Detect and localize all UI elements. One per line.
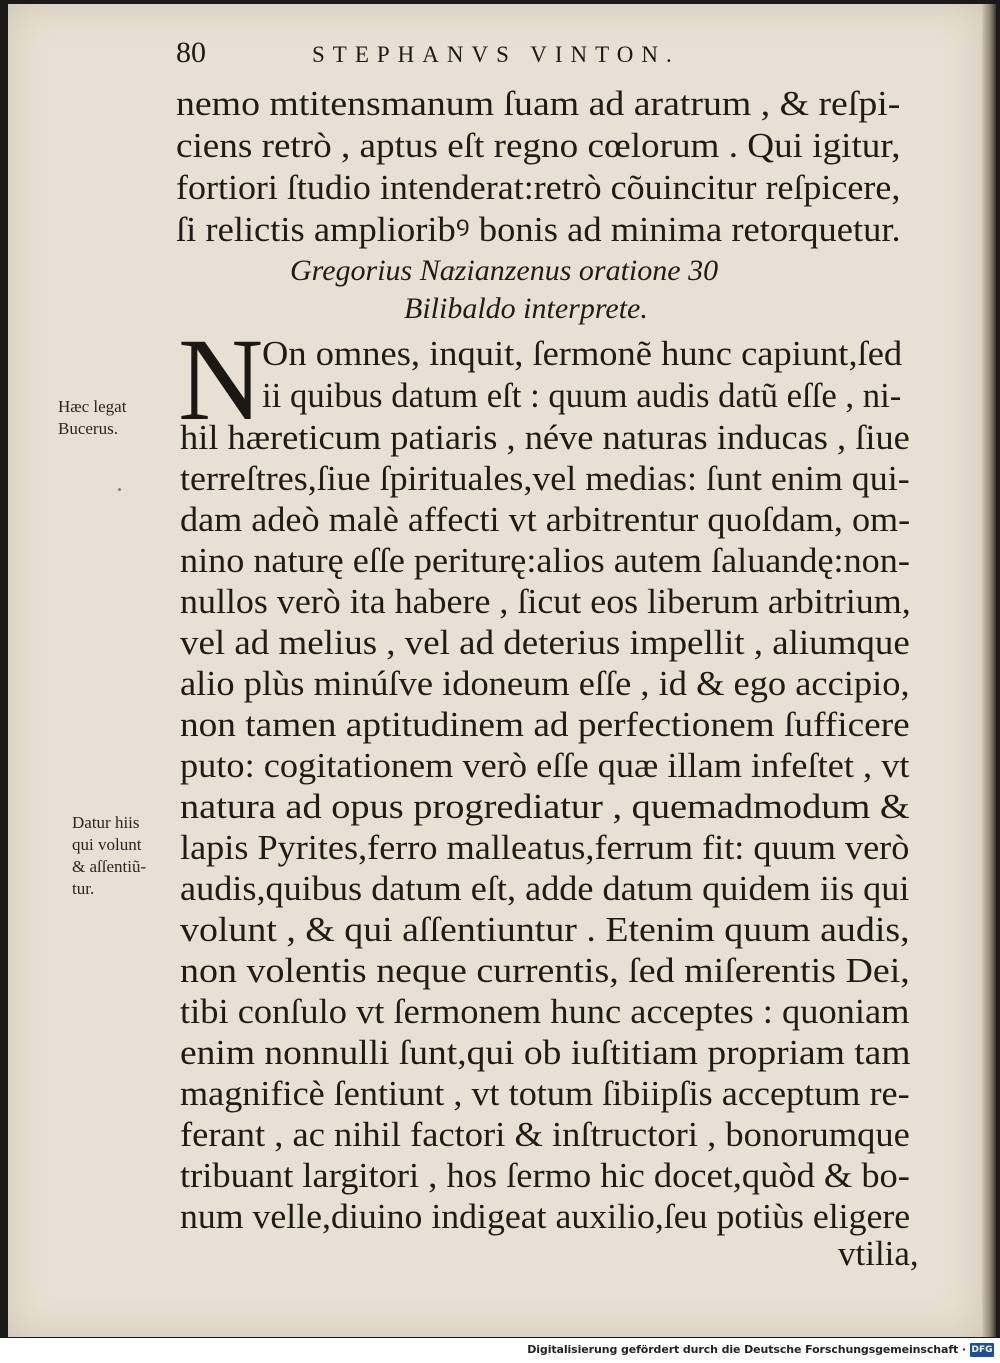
- text-line: lapis Pyrites,ferro malleatus,ferrum fit: quum verò: [180, 828, 910, 867]
- dfg-logo: DFG: [971, 1345, 993, 1355]
- text-line: fortiori ſtudio intenderat:retrò cõuincitur reſpicere,: [176, 168, 901, 207]
- text-line: tribuant largitori , hos ſermo hic docet,quòd & bo-: [180, 1156, 910, 1195]
- paper-speck: [118, 488, 121, 491]
- text-line: dam adeò malè affecti vt arbitrentur quoſdam, om-: [180, 500, 911, 539]
- text-line: volunt , & qui aſſentiuntur . Etenim quum audis,: [180, 910, 910, 949]
- text-line: audis,quibus datum eſt, adde datum quidem iis qui: [180, 869, 910, 908]
- page-number: 80: [176, 36, 206, 69]
- text-line: ſi relictis amplioribꝰ bonis ad minima retorquetur.: [176, 210, 901, 249]
- text-line: terreſtres,ſiue ſpirituales,vel medias: ſunt enim qui-: [180, 459, 910, 498]
- margin-note-line: qui volunt: [72, 835, 142, 854]
- section-heading-line-2: Bilibaldo interprete.: [404, 292, 648, 325]
- margin-note-line: tur.: [72, 879, 95, 898]
- catchword: vtilia,: [838, 1234, 919, 1273]
- margin-note-line: Hæc legat: [58, 397, 127, 416]
- text-line: nemo mtitensmanum ſuam ad aratrum , & reſpi-: [176, 84, 901, 123]
- text-line: hil hæreticum patiaris , néve naturas inducas , ſiue: [180, 418, 910, 457]
- section-heading-line-1: Gregorius Nazianzenus oratione 30: [290, 254, 719, 287]
- text-line: ii quibus datum eſt : quum audis datũ eſſe , ni-: [262, 376, 902, 415]
- text-line: magnificè ſentiunt , vt totum ſibiipſis acceptum re-: [180, 1074, 910, 1113]
- text-line: ciens retrò , aptus eſt regno cœlorum . Qui igitur,: [176, 126, 901, 165]
- text-line: non tamen aptitudinem ad perfectionem ſufficere: [180, 705, 910, 744]
- page-gutter: [982, 4, 996, 1337]
- margin-note-line: Datur hiis: [72, 813, 140, 832]
- text-line: puto: cogitationem verò eſſe quæ illam infeſtet , vt: [180, 746, 910, 785]
- text-line: enim nonnulli ſunt,qui ob iuſtitiam propriam tam: [180, 1033, 911, 1072]
- digitization-credit: Digitalisierung gefördert durch die Deutsche Forschungsgemeinschaft ·: [527, 1343, 966, 1356]
- margin-note-line: Bucerus.: [58, 419, 118, 438]
- text-line: tibi conſulo vt ſermonem hunc acceptes : quoniam: [180, 992, 910, 1031]
- text-line: num velle,diuino indigeat auxilio,ſeu potiùs eligere: [180, 1197, 911, 1236]
- text-line: alio plùs minúſve idoneum eſſe , id & ego accipio,: [180, 664, 910, 703]
- margin-note-line: & aſſentiũ-: [72, 857, 147, 876]
- page-header: [176, 36, 788, 76]
- text-line: ferant , ac nihil factori & inſtructori , bonorumque: [180, 1115, 910, 1154]
- running-title: STEPHANVS VINTON.: [312, 42, 680, 67]
- text-line: natura ad opus progrediatur , quemadmodum &: [180, 787, 910, 826]
- text-line: nino naturę eſſe periturę:alios autem ſaluandę:non-: [180, 541, 910, 580]
- text-line: On omnes, inquit, ſermonẽ hunc capiunt,ſed: [262, 334, 903, 373]
- text-line: non volentis neque currentis, ſed miſerentis Dei,: [180, 951, 910, 990]
- drop-initial: N: [178, 314, 264, 445]
- text-line: nullos verò ita habere , ſicut eos liberum arbitrium,: [180, 582, 911, 621]
- text-line: vel ad melius , vel ad deterius impellit , aliumque: [180, 623, 910, 662]
